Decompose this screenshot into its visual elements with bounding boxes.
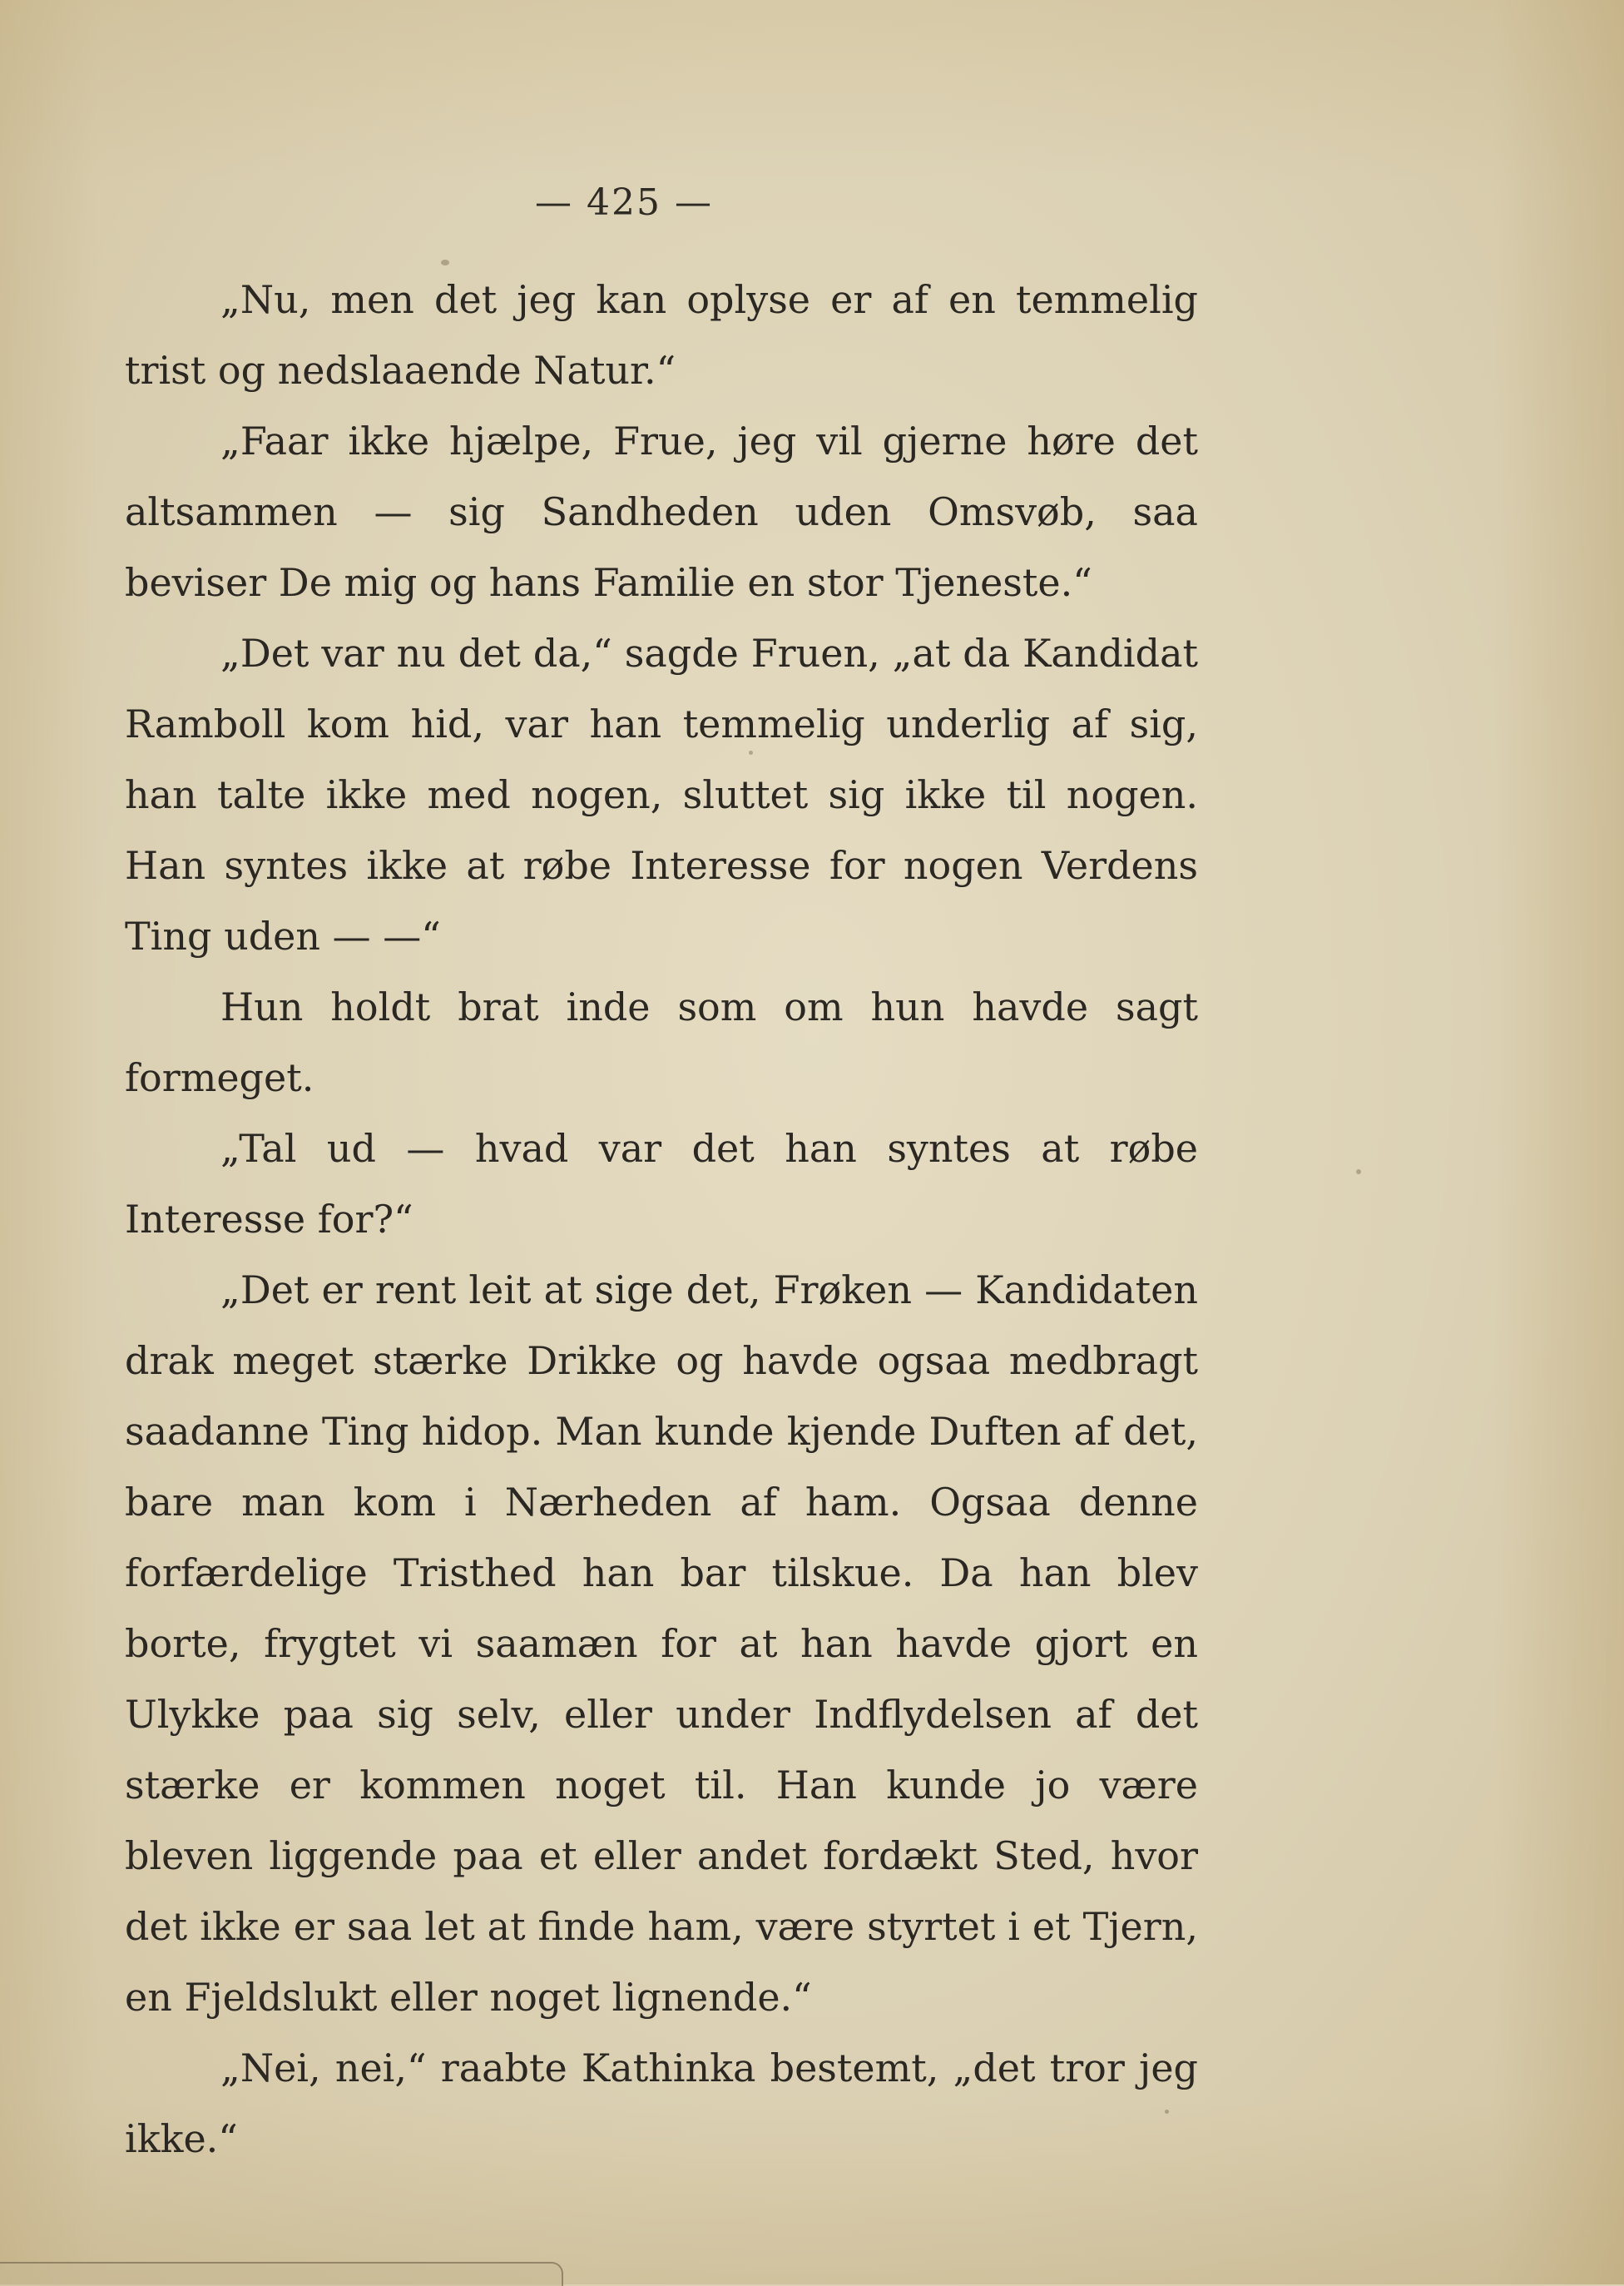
page-number: — 425 — [535,181,713,224]
body-text [125,265,1198,2174]
page-bottom-edge [0,2262,563,2286]
paragraph-3: „Det var nu det da,“ sagde Fruen, „at da Kandidat Ramboll kom hid, var han temmelig underlig af sig, han talte ikke med nogen, sluttet sig ikke til nogen. Han syntes ikke at røbe Interesse for nogen Verdens Ting uden — —“ [125,631,1198,959]
paper-speck [1165,2110,1169,2114]
paragraph-7: „Nei, nei,“ raabte Kathinka bestemt, „det tror jeg ikke.“ [125,2045,1198,2161]
paragraph-4: Hun holdt brat inde som om hun havde sagt formeget. [125,984,1198,1100]
paper-speck [441,260,449,265]
paper-speck [749,751,753,755]
paragraph-5: „Tal ud — hvad var det han syntes at røbe Interesse for?“ [125,1126,1198,1242]
paragraph-6: „Det er rent leit at sige det, Frøken — Kandidaten drak meget stærke Drikke og havde ogsaa medbragt saadanne Ting hidop. Man kunde kjende Duften af det, bare man kom i Nærheden af ham. Ogsaa denne forfærdelige Tristhed han bar tilskue. Da han blev borte, frygtet vi saamæn for at han havde gjort en Ulykke paa sig selv, eller under Indflydelsen af det stærke er kommen noget til. Han kunde jo være bleven liggende paa et eller andet fordækt Sted, hvor det ikke er saa let at finde ham, være styrtet i et Tjern, en Fjeldslukt eller noget lignende.“ [125,1267,1198,2020]
paper-speck [1356,1169,1361,1174]
paragraph-1: „Nu, men det jeg kan oplyse er af en temmelig trist og nedslaaende Natur.“ [125,277,1198,393]
paragraph-2: „Faar ikke hjælpe, Frue, jeg vil gjerne høre det altsammen — sig Sandheden uden Omsvøb, saa beviser De mig og hans Familie en stor Tjeneste.“ [125,419,1198,605]
